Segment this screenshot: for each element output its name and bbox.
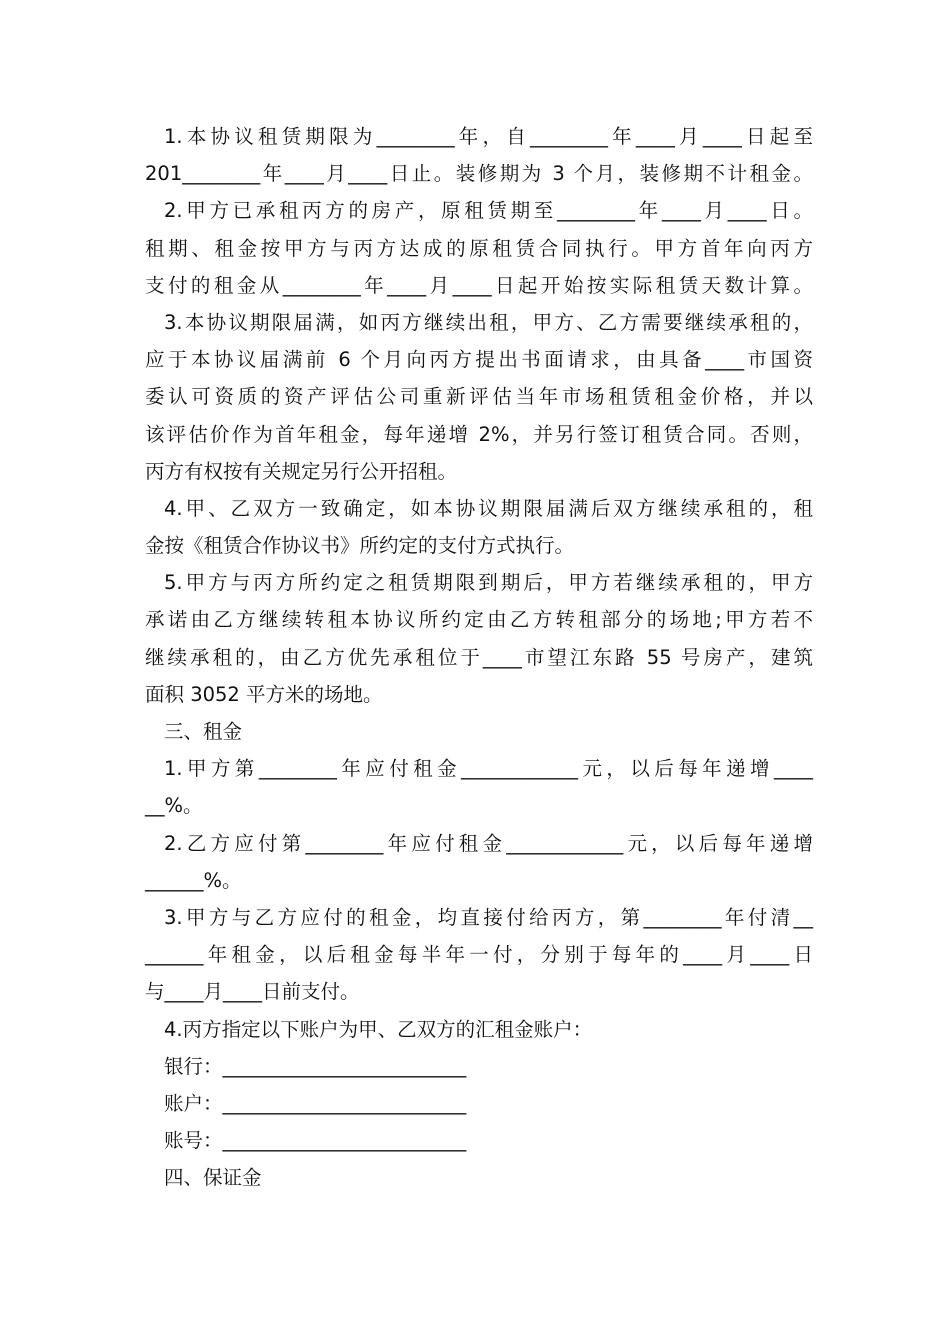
text-line: 应于本协议届满前 6 个月向丙方提出书面请求，由具备____市国资 bbox=[145, 348, 813, 372]
text-line: ______%。 bbox=[145, 868, 242, 892]
section-heading: 四、保证金 bbox=[164, 1166, 262, 1190]
text-line: 2.甲方已承租丙方的房产，原租赁期至________年____月____日。 bbox=[164, 199, 813, 223]
text-line: 2.乙方应付第________年应付租金____________元，以后每年递增 bbox=[164, 831, 813, 855]
text-line: 1.本协议租赁期限为________年，自________年____月____日起至 bbox=[164, 125, 813, 148]
text-line: 金按《租赁合作协议书》所约定的支付方式执行。 bbox=[145, 534, 575, 558]
text-line: 4.甲、乙双方一致确定，如本协议期限届满后双方继续承租的，租 bbox=[164, 496, 813, 520]
text-line: 3.本协议期限届满，如丙方继续出租，甲方、乙方需要继续承租的， bbox=[164, 310, 813, 334]
text-line: 丙方有权按有关规定另行公开招租。 bbox=[145, 459, 458, 483]
text-line: 委认可资质的资产评估公司重新评估当年市场租赁租金价格，并以 bbox=[145, 385, 813, 409]
text-line: 5.甲方与丙方所约定之租赁期限到期后，甲方若继续承租的，甲方 bbox=[164, 571, 813, 595]
text-line: 1.甲方第________年应付租金____________元，以后每年递增____ bbox=[164, 757, 813, 781]
text-line: 该评估价作为首年租金，每年递增 2%，并另行签订租赁合同。否则， bbox=[145, 422, 813, 446]
document-body bbox=[145, 118, 813, 1196]
text-line: 支付的租金从________年____月____日起开始按实际租赁天数计算。 bbox=[145, 273, 813, 297]
bank-field: 银行：_________________________ bbox=[164, 1054, 467, 1078]
text-line: 201________年____月____日止。装修期为 3 个月，装修期不计租金。 bbox=[145, 162, 813, 186]
text-line: 面积 3052 平方米的场地。 bbox=[145, 682, 383, 706]
text-line: 租期、租金按甲方与丙方达成的原租赁合同执行。甲方首年向丙方 bbox=[145, 236, 813, 260]
text-line: __%。 bbox=[145, 794, 203, 818]
section-heading: 三、租金 bbox=[164, 720, 243, 743]
text-line: ______年租金，以后租金每半年一付，分别于每年的____月____日 bbox=[145, 943, 813, 967]
text-line: 4.丙方指定以下账户为甲、乙双方的汇租金账户： bbox=[164, 1017, 593, 1041]
account-name-field: 账户：_________________________ bbox=[164, 1091, 467, 1115]
text-line: 继续承租的，由乙方优先承租位于____市望江东路 55 号房产，建筑 bbox=[145, 645, 813, 669]
account-number-field: 账号：_________________________ bbox=[164, 1129, 467, 1153]
text-line: 承诺由乙方继续转租本协议所约定由乙方转租部分的场地;甲方若不 bbox=[145, 608, 813, 632]
text-line: 与____月____日前支付。 bbox=[145, 980, 360, 1004]
text-line: 3.甲方与乙方应付的租金，均直接付给丙方，第________年付清__ bbox=[164, 905, 813, 929]
